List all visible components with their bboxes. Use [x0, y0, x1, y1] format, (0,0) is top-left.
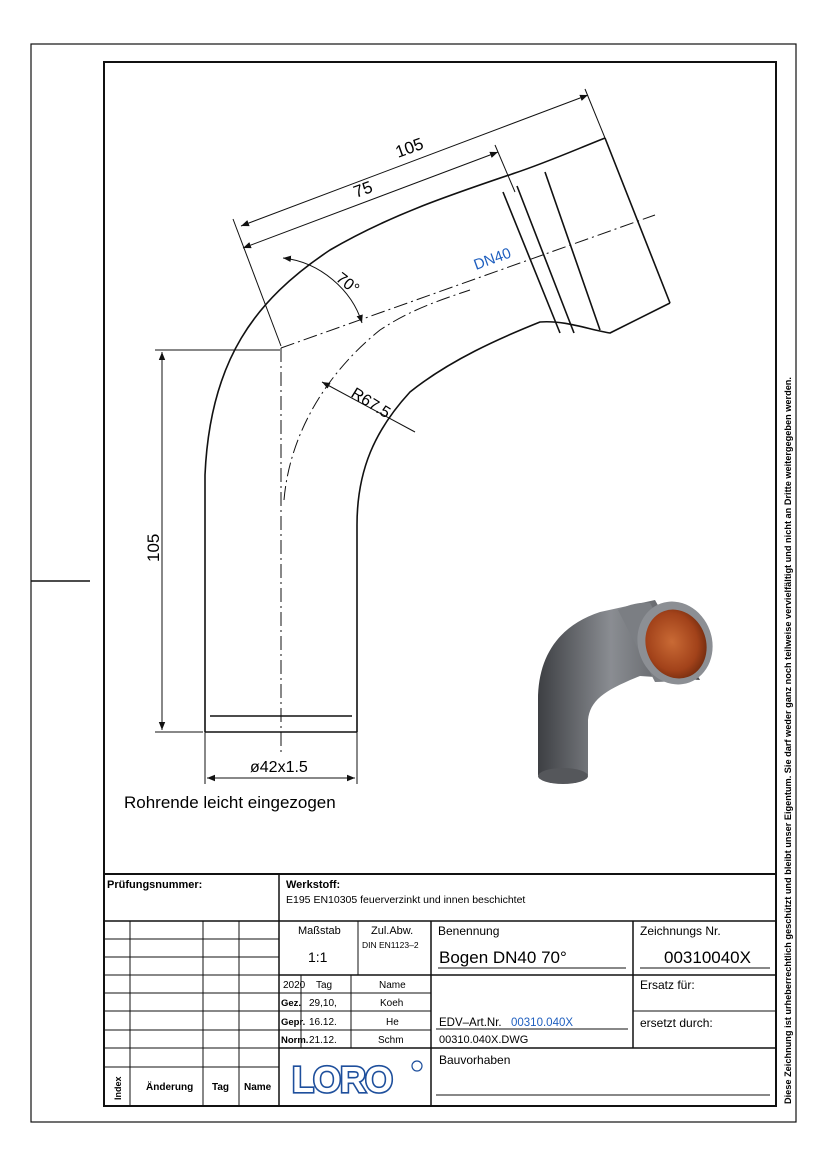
- dim-75: 75: [350, 177, 376, 202]
- row-norm-label: Norm.: [281, 1035, 309, 1046]
- zeichnungsnr-value: 00310040X: [664, 948, 751, 967]
- pruefungsnummer-label: Prüfungsnummer:: [107, 879, 203, 891]
- massstab-value: 1:1: [308, 949, 328, 965]
- benennung-value: Bogen DN40 70°: [439, 948, 567, 967]
- row-gepr-tag: 16.12.: [309, 1017, 337, 1028]
- rev-aenderung-header: Änderung: [146, 1082, 194, 1093]
- werkstoff-label: Werkstoff:: [286, 879, 341, 891]
- row-gepr-label: Gepr.: [281, 1017, 306, 1028]
- edv-label: EDV–Art.Nr.: [439, 1017, 502, 1029]
- dim-radius: R67.5: [347, 384, 394, 423]
- rev-name-header: Name: [244, 1082, 272, 1093]
- drawing-note: Rohrende leicht eingezogen: [124, 793, 336, 812]
- dimension-lines: [155, 89, 605, 784]
- rev-tag-header: Tag: [212, 1082, 230, 1093]
- bauvorhaben-label: Bauvorhaben: [439, 1053, 511, 1067]
- row-norm-tag: 21.12.: [309, 1035, 337, 1046]
- werkstoff-value: E195 EN10305 feuerverzinkt und innen beschichtet: [286, 894, 526, 906]
- massstab-label: Maßstab: [298, 925, 341, 937]
- dwg-value: 00310.040X.DWG: [439, 1034, 529, 1046]
- benennung-label: Benennung: [438, 924, 500, 938]
- edv-value: 00310.040X: [511, 1017, 574, 1029]
- ersetzt-label: ersetzt durch:: [640, 1016, 713, 1030]
- year: 2020: [283, 980, 306, 991]
- zulabw-label: Zul.Abw.: [371, 925, 414, 937]
- rev-index-header: Index: [113, 1076, 123, 1100]
- tag-header: Tag: [316, 980, 333, 991]
- zeichnungsnr-label: Zeichnungs Nr.: [640, 924, 721, 938]
- zulabw-value: DIN EN1123–2: [362, 940, 419, 950]
- registered-mark-icon: [412, 1061, 422, 1071]
- dim-105-left: 105: [144, 533, 163, 562]
- row-gez-label: Gez.: [281, 998, 302, 1009]
- pipe-3d-render: [538, 591, 724, 784]
- name-header: Name: [379, 980, 406, 991]
- copyright-side-text: Diese Zeichnung ist urheberrechtlich geschützt und bleibt unser Eigentum. Sie darf weder ganz noch teilweise vervielfältigt und nicht an Dritte weitergegeben werden.: [783, 377, 793, 1104]
- row-norm-name: Schm: [378, 1035, 404, 1046]
- loro-logo: [292, 1059, 422, 1100]
- dim-angle: 70°: [332, 269, 363, 299]
- dim-105-top: 105: [392, 134, 427, 162]
- ersatz-label: Ersatz für:: [640, 978, 695, 992]
- dim-diameter: ø42x1.5: [250, 759, 308, 776]
- row-gepr-name: He: [386, 1017, 399, 1028]
- row-gez-name: Koeh: [380, 998, 404, 1009]
- dim-dn-label: DN40: [471, 244, 514, 274]
- loro-logo-text: LORO: [292, 1059, 392, 1100]
- row-gez-tag: 29,10,: [309, 998, 337, 1009]
